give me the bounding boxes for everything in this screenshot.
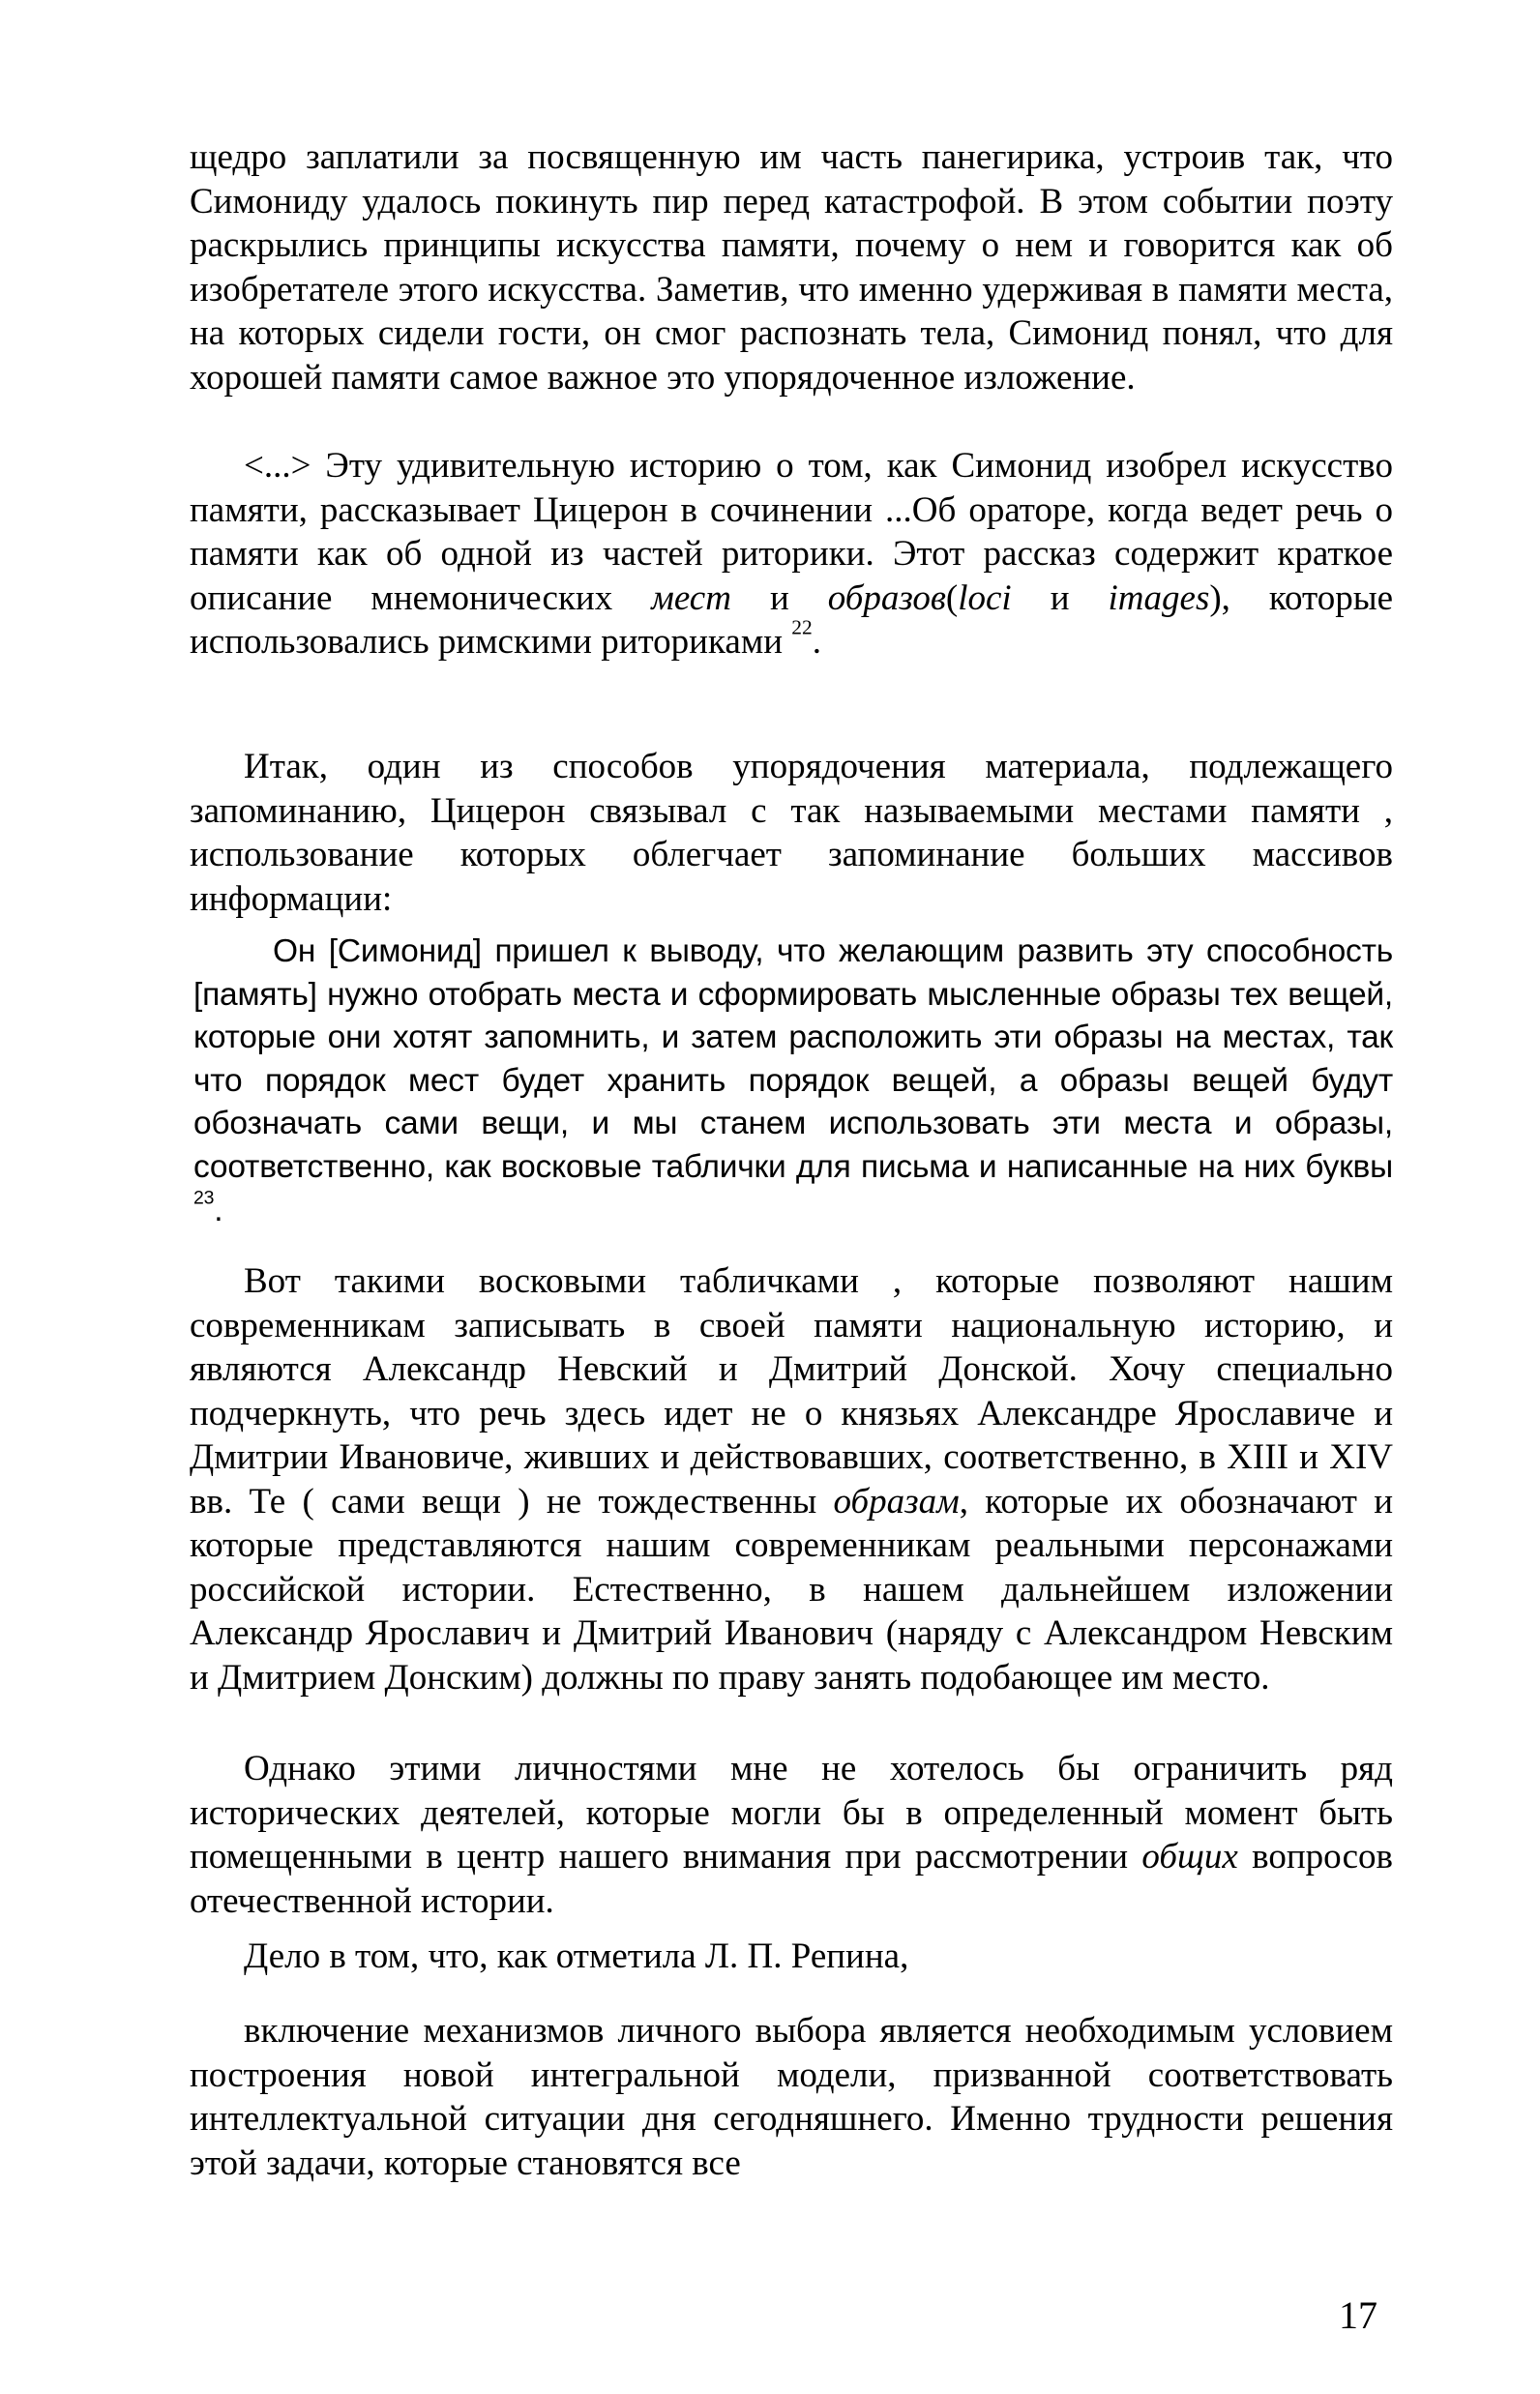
paragraph-2-text: Вот такими восковыми табличками , которые позволяют нашим современникам записывать в своей памяти национальную историю, и являются Александр Невский и Дмитрий Донской. Хочу специально подчеркнуть, что речь здесь идет не о князьях Александре Ярославиче и Дмитрии Ивановиче, живших и действовавших, соответственно, в XIII и XIV вв. Те ( сами вещи ) не тождественны образам, которые их обозначают и которые представляются нашим современникам реальными персонажами российской истории. Естественно, в нашем дальнейшем изложении Александр Ярославич и Дмитрий Иванович (наряду с Александром Невским и Дмитрием Донским) должны по праву занять подобающее им место. — [190, 1261, 1393, 1698]
quote-intro-block-2 — [190, 444, 1393, 665]
paragraph-1 — [190, 745, 1393, 921]
italic-term-loci: loci — [958, 577, 1012, 618]
cicero-quote-text: Он [Симонид] пришел к выводу, что желающим развить эту способность [память] нужно отобрать места и сформировать мысленные образы тех вещей, которые они хотят запомнить, и затем расположить эти образы на местах, так что порядок мест будет хранить порядок вещей, а образы вещей будут обозначать сами вещи, и мы станем использовать эти места и образы, соответственно, как восковые таблички для письма и написанные на них буквы $^{23}$. — [193, 933, 1393, 1228]
paragraph-3-text: Однако этими личностями мне не хотелось бы ограничить ряд исторических деятелей, которые могли бы в определенный момент быть помещенными в центр нашего внимания при рассмотрении общих вопросов отечественной истории. — [190, 1749, 1393, 1921]
quote-intro-block — [190, 135, 1393, 399]
paragraph-4 — [190, 1935, 1393, 1979]
paragraph-1-text: Итак, один из способов упорядочения материала, подлежащего запоминанию, Цицерон связывал с так называемыми местами памяти , использование которых облегчает запоминание больших массивов информации: — [190, 747, 1393, 919]
footnote-ref-23: 23 — [193, 1187, 215, 1209]
cicero-quote-block — [193, 931, 1393, 1232]
italic-term-mest: мест — [651, 577, 731, 618]
quote-intro-text: щедро заплатили за посвященную им часть панегирика, устроив так, что Симониду удалось покинуть пир перед катастрофой. В этом событии поэту раскрылись принципы искусства памяти, почему о нем и говорится как об изобретателе этого искусства. Заметив, что именно удерживая в памяти места, на которых сидели гости, он смог распознать тела, Симонид понял, что для хорошей памяти самое важное это упорядоченное изложение. — [190, 137, 1393, 398]
paragraph-4-text: Дело в том, что, как отметила Л. П. Репина, — [244, 1936, 909, 1976]
repina-quote-block — [190, 2009, 1393, 2185]
italic-term-obrazov: образов — [827, 577, 946, 618]
page-number: 17 — [1339, 2293, 1377, 2337]
paragraph-3 — [190, 1747, 1393, 1923]
repina-quote-text: включение механизмов личного выбора является необходимым условием построения новой интегральной модели, призванной соответствовать интеллектуальной ситуации дня сегодняшнего. Именно трудности решения этой задачи, которые становятся все — [190, 2011, 1393, 2183]
quote-intro-text-2: <...> Эту удивительную историю о том, как Симонид изобрел искусство памяти, рассказывает Цицерон в сочинении ...Об ораторе, когда ведет речь о памяти как об одной из частей риторики. Этот рассказ содержит краткое описание мнемонических мест и образов(loci и images), которые использовались римскими риториками $^{22}$. — [190, 446, 1393, 662]
italic-term-obshchikh: общих — [1141, 1837, 1238, 1877]
italic-term-images: images — [1108, 577, 1210, 618]
paragraph-2 — [190, 1259, 1393, 1699]
italic-term-obrazam: образам — [833, 1481, 960, 1522]
footnote-ref-22: 22 — [791, 615, 813, 639]
